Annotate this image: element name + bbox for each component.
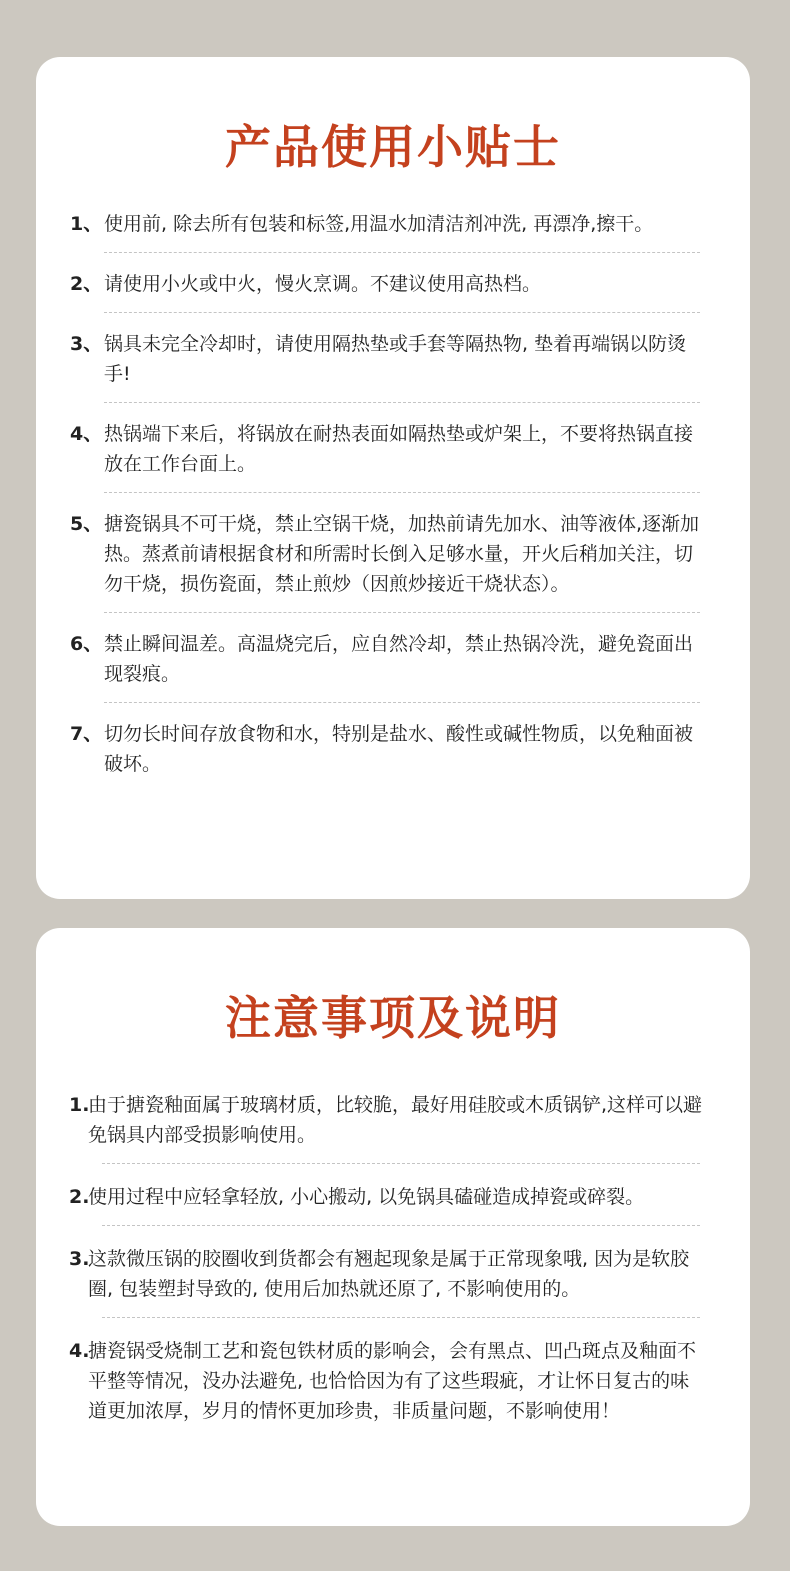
tip-item: [36, 329, 750, 403]
note-item: [36, 1336, 750, 1426]
note-item: [36, 1090, 750, 1164]
notes-card: [36, 928, 750, 1526]
note-item: [36, 1182, 750, 1226]
tip-text: 热锅端下来后，将锅放在耐热表面如隔热垫或炉架上，不要将热锅直接放在工作台面上。: [104, 423, 694, 475]
tip-text: 使用前, 除去所有包装和标签,用温水加清洁剂冲洗, 再漂净,擦干。: [104, 213, 654, 235]
tip-text: 搪瓷锅具不可干烧，禁止空锅干烧，加热前请先加水、油等液体,逐渐加热。蒸煮前请根据食材和所需时长倒入足够水量，开火后稍加关注，切勿干烧，损伤瓷面，禁止煎炒（因煎炒接近干烧状态）。: [104, 513, 700, 595]
tip-text: 锅具未完全冷却时，请使用隔热垫或手套等隔热物, 垫着再端锅以防烫手!: [104, 333, 687, 385]
note-text: 搪瓷锅受烧制工艺和瓷包铁材质的影响会，会有黑点、凹凸斑点及釉面不平整等情况，没办法避免, 也恰恰因为有了这些瑕疵，才让怀日复古的味道更加浓厚，岁月的情怀更加珍贵，非质量问题，不影响使用！: [88, 1340, 697, 1422]
tip-number: 2、: [70, 273, 103, 295]
note-number: 2.: [69, 1186, 90, 1208]
product-tips-card: [36, 57, 750, 899]
tips-list: [36, 209, 750, 779]
tip-number: 7、: [70, 723, 103, 745]
tip-item: [36, 629, 750, 703]
notes-list: [36, 1090, 750, 1426]
tips-title: 产品使用小贴士: [225, 120, 561, 174]
tip-item: [36, 419, 750, 493]
note-text: 由于搪瓷釉面属于玻璃材质，比较脆，最好用硅胶或木质锅铲,这样可以避免锅具内部受损影响使用。: [88, 1094, 703, 1146]
tip-item: [36, 209, 750, 253]
note-number: 4.: [69, 1340, 90, 1362]
tip-item: [36, 509, 750, 613]
notes-title: 注意事项及说明: [225, 991, 561, 1045]
tip-text: 切勿长时间存放食物和水，特别是盐水、酸性或碱性物质，以免釉面被破坏。: [104, 723, 694, 775]
tip-text: 请使用小火或中火，慢火烹调。不建议使用高热档。: [104, 273, 542, 295]
note-text: 这款微压锅的胶圈收到货都会有翘起现象是属于正常现象哦, 因为是软胶圈, 包装塑封导致的, 使用后加热就还原了, 不影响使用的。: [88, 1248, 690, 1300]
tip-number: 3、: [70, 333, 103, 355]
tip-item: [36, 269, 750, 313]
tip-number: 5、: [70, 513, 103, 535]
note-text: 使用过程中应轻拿轻放, 小心搬动, 以免锅具磕碰造成掉瓷或碎裂。: [88, 1186, 645, 1208]
note-item: [36, 1244, 750, 1318]
tip-number: 4、: [70, 423, 103, 445]
tip-number: 1、: [70, 213, 103, 235]
tip-item: [36, 719, 750, 779]
note-number: 1.: [69, 1094, 90, 1116]
tip-text: 禁止瞬间温差。高温烧完后，应自然冷却，禁止热锅冷洗，避免瓷面出现裂痕。: [104, 633, 694, 685]
tip-number: 6、: [70, 633, 103, 655]
note-number: 3.: [69, 1248, 90, 1270]
